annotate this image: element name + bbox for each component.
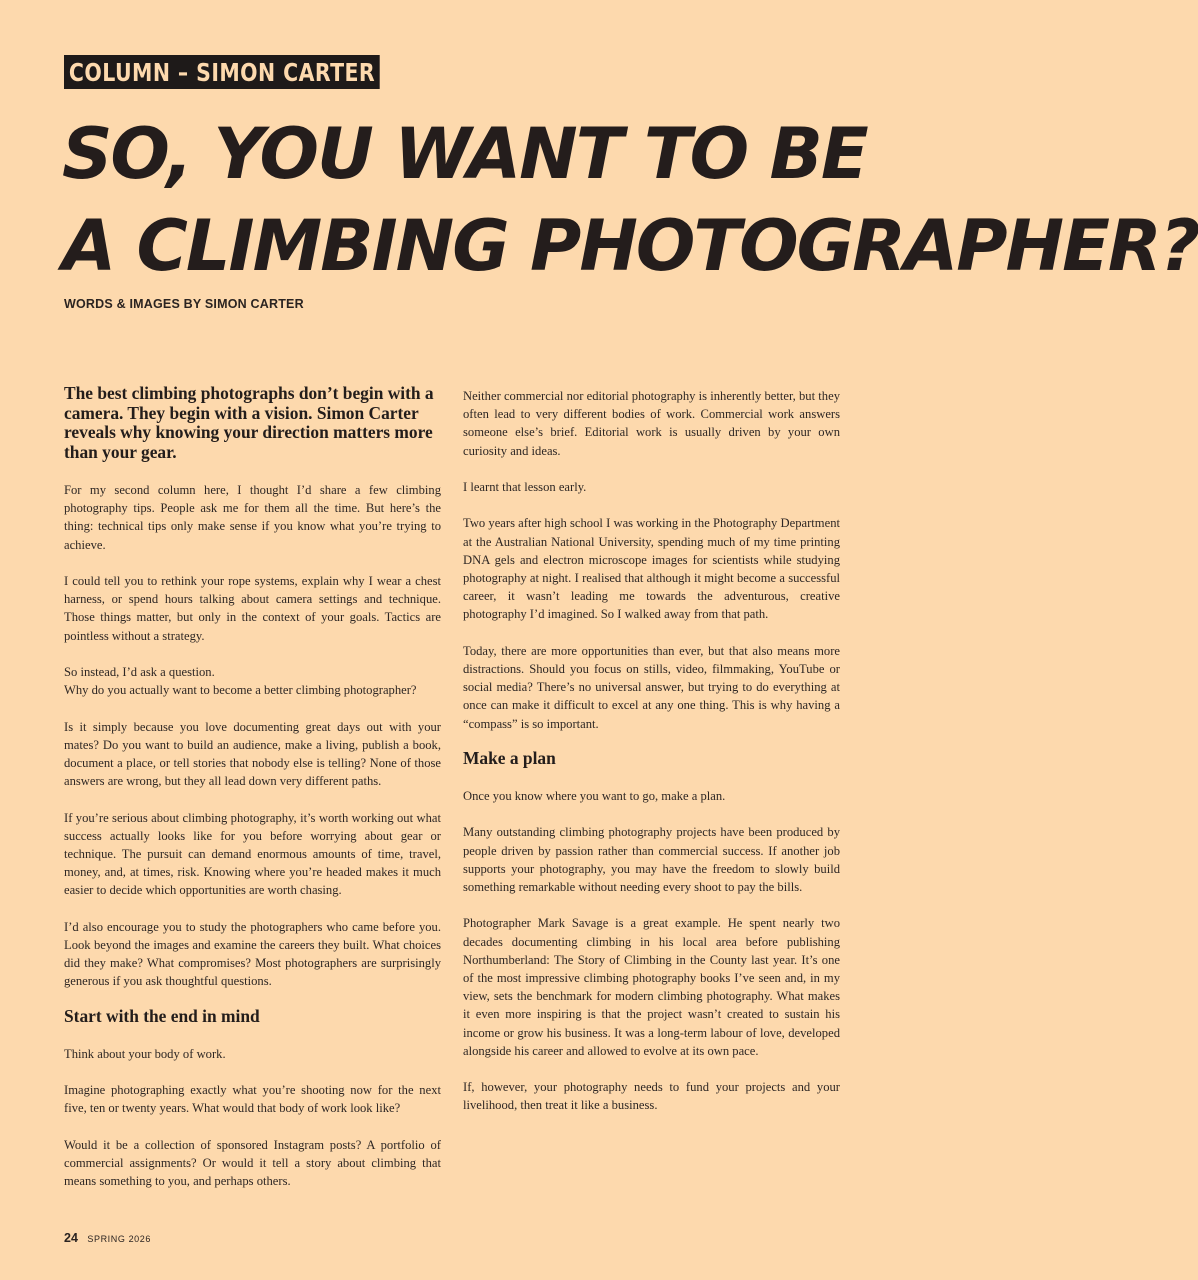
body-paragraph: If you’re serious about climbing photography, it’s worth working out what success actually looks like for you before worrying about gear or technique. The pursuit can demand enormous amounts of time, travel, money, and, at times, risk. Knowing where you’re headed makes it much easier to decide which opportunities are worth chasing.	[64, 810, 441, 898]
byline: WORDS & IMAGES BY SIMON CARTER	[64, 297, 304, 311]
body-paragraph: Many outstanding climbing photography projects have been produced by people driven by passion rather than commercial success. If another job supports your photography, you may have the freedom to slowly build something remarkable without needing every shoot to pay the bills.	[463, 825, 840, 894]
question-line-1: So instead, I’d ask a question.	[64, 665, 215, 679]
body-paragraph: Would it be a collection of sponsored Instagram posts? A portfolio of commercial assignments? Or would it tell a story about climbing that means something to you, and perhaps others.	[64, 1137, 441, 1189]
body-paragraph: I’d also encourage you to study the photographers who came before you. Look beyond the images and examine the careers they built. What choices did they make? What compromises? Most photographers are surprisingly generous if you ask thoughtful questions.	[64, 919, 441, 989]
body-paragraph: If, however, your photography needs to fund your projects and your livelihood, then treat it like a business.	[463, 1080, 840, 1113]
standfirst: The best climbing photographs don’t begin with a camera. They begin with a vision. Simon Carter reveals why knowing your direction matters more than your gear.	[64, 383, 434, 462]
column-tag: COLUMN – SIMON CARTER	[64, 55, 380, 89]
headline-line-2: A CLIMBING PHOTOGRAPHER?	[62, 205, 1198, 287]
page-number: 24	[64, 1231, 78, 1245]
body-paragraph: I could tell you to rethink your rope systems, explain why I wear a chest harness, or spend hours talking about camera settings and technique. Those things matter, but only in the context of your goals. Tactics are pointless without a strategy.	[64, 574, 441, 643]
subhead-start-with-end: Start with the end in mind	[64, 1005, 260, 1026]
body-paragraph: Think about your body of work.	[64, 1046, 226, 1061]
body-paragraph: Is it simply because you love documenting great days out with your mates? Do you want to build an audience, make a living, publish a book, document a place, or tell stories that nobody else is telling? None of those answers are wrong, but they all lead down very different paths.	[64, 719, 441, 789]
subhead-make-a-plan: Make a plan	[463, 748, 556, 768]
body-paragraph: Once you know where you want to go, make a plan.	[463, 789, 726, 803]
left-column	[64, 384, 441, 1209]
body-paragraph: For my second column here, I thought I’d share a few climbing photography tips. People ask me for them all the time. But here’s the thing: technical tips only make sense if you know what you’re trying to achieve.	[64, 483, 441, 552]
body-paragraph-question	[64, 663, 441, 699]
body-paragraph: Today, there are more opportunities than ever, but that also means more distractions. Should you focus on stills, video, filmmaking, YouTube or social media? There’s no universal answer, but trying to do everything at once can make it difficult to excel at any one thing. This is why having a “compass” is so important.	[463, 643, 840, 731]
page-folio	[64, 1229, 151, 1247]
headline-line-1: SO, YOU WANT TO BE	[62, 113, 867, 195]
headline	[62, 108, 1198, 292]
body-paragraph: Two years after high school I was working in the Photography Department at the Australian National University, spending much of my time printing DNA gels and electron microscope images for scientists while studying photography at night. I realised that although it might become a successful career, it wasn’t leading me towards the adventurous, creative photography I’d imagined. So I walked away from that path.	[463, 516, 840, 622]
issue-label: SPRING 2026	[87, 1234, 151, 1244]
body-paragraph: I learnt that lesson early.	[463, 480, 587, 494]
body-paragraph: Imagine photographing exactly what you’re shooting now for the next five, ten or twenty years. What would that body of work look like?	[64, 1083, 441, 1116]
right-column	[463, 387, 840, 1133]
body-paragraph: Neither commercial nor editorial photography is inherently better, but they often lead to very different bodies of work. Commercial work answers someone else’s brief. Editorial work is usually driven by your own curiosity and ideas.	[463, 389, 840, 458]
body-paragraph: Photographer Mark Savage is a great example. He spent nearly two decades documenting climbing in his local area before publishing Northumberland: The Story of Climbing in the County last year. It’s one of the most impressive climbing photography books I’ve seen and, in my view, sets the benchmark for modern climbing photography. What makes it even more inspiring is that the project wasn’t created to sustain his income or grow his business. It was a long-term labour of love, developed alongside his career and allowed to evolve at its own pace.	[463, 916, 840, 1058]
question-line-2: Why do you actually want to become a better climbing photographer?	[64, 683, 417, 698]
